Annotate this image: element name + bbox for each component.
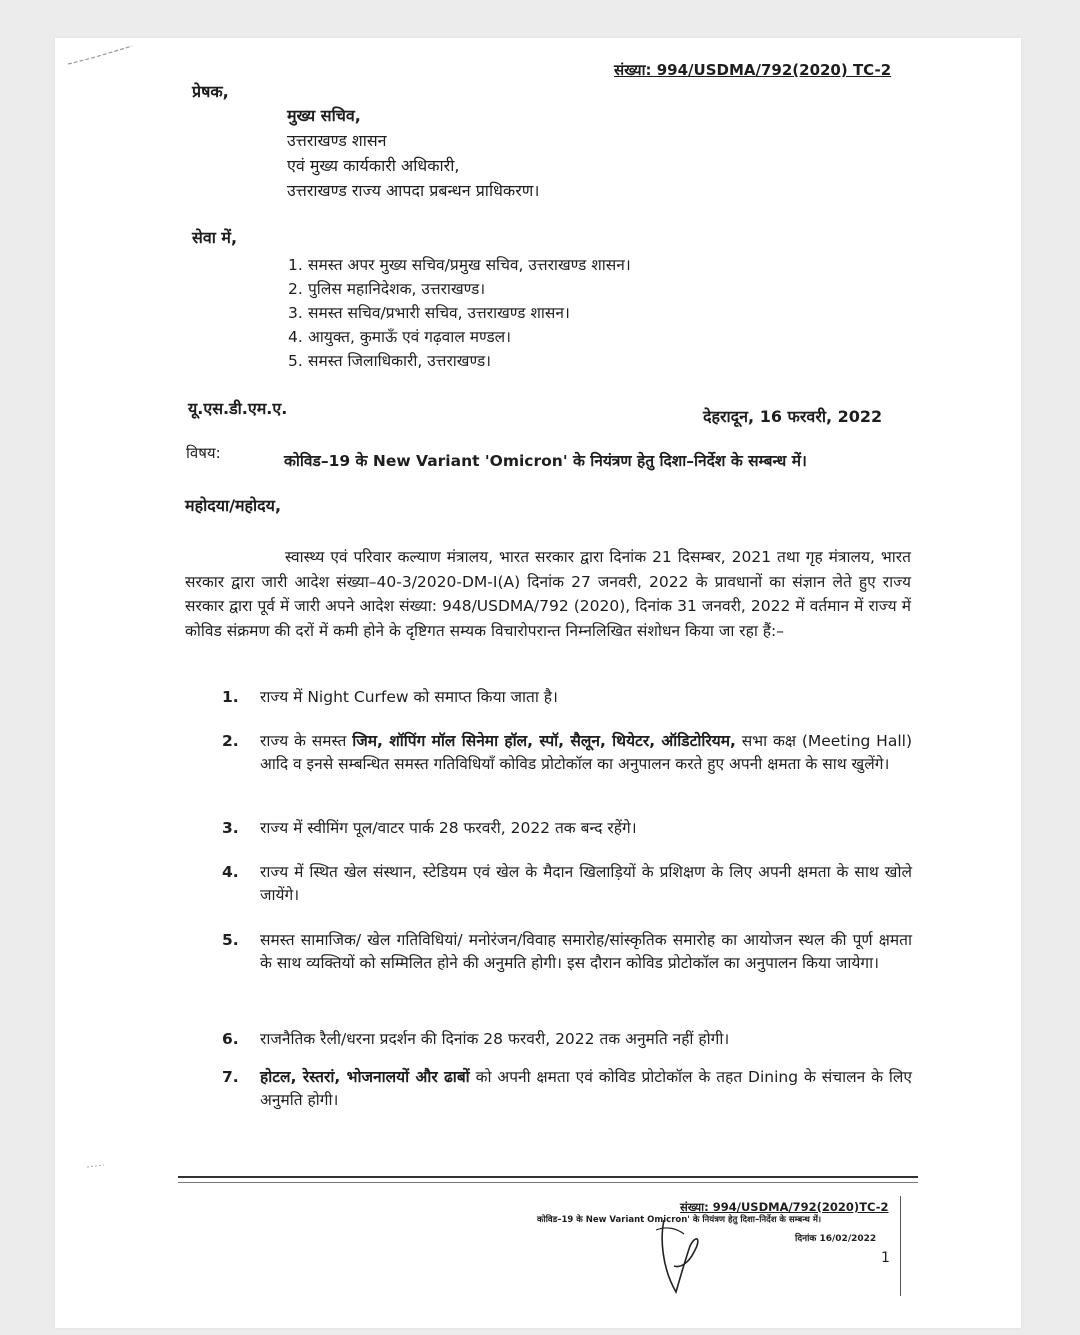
recipient-item: 5. समस्त जिलाधिकारी, उत्तराखण्ड। bbox=[288, 352, 492, 370]
recipient-item: 1. समस्त अपर मुख्य सचिव/प्रमुख सचिव, उत्तराखण्ड शासन। bbox=[288, 256, 631, 274]
stray-mark bbox=[86, 1162, 106, 1170]
footer-date: दिनांक 16/02/2022 bbox=[795, 1234, 877, 1244]
sender-label: प्रेषक, bbox=[192, 82, 229, 101]
footer-divider-thin bbox=[178, 1182, 918, 1183]
point-item: 5. समस्त सामाजिक/ खेल गतिविधियां/ मनोरंजन/विवाह समारोह/सांस्कृतिक समारोह का आयोजन स्थल की पूर्ण क्षमता के साथ व्यक्तियों को सम्मिलित होने की अनुमति होगी। इस दौरान कोविड प्रोटोकॉल का अनुपालन किया जायेगा। bbox=[222, 931, 912, 972]
footer-divider bbox=[178, 1176, 918, 1178]
footer-subject: कोविड–19 के New Variant Omicron' के नियंत्रण हेतु दिशा–निर्देश के सम्बन्ध में। bbox=[537, 1215, 822, 1225]
office-abbreviation: यू.एस.डी.एम.ए. bbox=[188, 399, 288, 418]
footer-reference: संख्या: 994/USDMA/792(2020)TC-2 bbox=[680, 1200, 889, 1214]
subject-label: विषय: bbox=[186, 444, 221, 462]
subject-text: कोविड–19 के New Variant 'Omicron' के नियंत्रण हेतु दिशा–निर्देश के सम्बन्ध में। bbox=[284, 452, 807, 470]
body-paragraph: स्वास्थ्य एवं परिवार कल्याण मंत्रालय, भारत सरकार द्वारा दिनांक 21 दिसम्बर, 2021 तथा गृह मंत्रालय, भारत सरकार द्वारा जारी आदेश संख्या–40-3/2020-DM-I(A) दिनांक 27 जनवरी, 2022 के प्रावधानों का संज्ञान लेते हुए राज्य सरकार द्वारा पूर्व में जारी अपने आदेश संख्या: 948/USDMA/792 (2020), दिनांक 31 जनवरी, 2022 में वर्तमान में राज्य में कोविड संक्रमण की दरों में कमी होने के दृष्टिगत सम्यक विचारोपरान्त निम्नलिखित संशोधन किया जा रहा हैं:– bbox=[185, 548, 911, 640]
point-item: 6. राजनैतिक रैली/धरना प्रदर्शन की दिनांक 28 फरवरी, 2022 तक अनुमति नहीं होगी। bbox=[222, 1030, 730, 1048]
footer-margin-line bbox=[900, 1196, 901, 1296]
letter-date: देहरादून, 16 फरवरी, 2022 bbox=[703, 407, 883, 426]
page-number: 1 bbox=[881, 1250, 890, 1266]
recipient-item: 4. आयुक्त, कुमाऊँ एवं गढ़वाल मण्डल। bbox=[288, 328, 512, 346]
point-item: 7. होटल, रेस्तरां, भोजनालयों और ढाबों को अपनी क्षमता एवं कोविड प्रोटोकॉल के तहत Dining के संचालन के लिए अनुमति होगी। bbox=[222, 1068, 912, 1109]
recipient-item: 3. समस्त सचिव/प्रभारी सचिव, उत्तराखण्ड शासन। bbox=[288, 304, 570, 322]
signature-mark bbox=[650, 1208, 710, 1298]
recipient-item: 2. पुलिस महानिदेशक, उत्तराखण्ड। bbox=[288, 280, 486, 298]
reference-number: संख्या: 994/USDMA/792(2020) TC-2 bbox=[614, 61, 892, 79]
point-item: 1. राज्य में Night Curfew को समाप्त किया जाता है। bbox=[222, 688, 558, 706]
pen-scribble-mark bbox=[66, 42, 136, 68]
point-item: 4. राज्य में स्थित खेल संस्थान, स्टेडियम एवं खेल के मैदान खिलाड़ियों के प्रशिक्षण के लिए अपनी क्षमता के साथ खोले जायेंगे। bbox=[222, 863, 912, 904]
salutation: महोदया/महोदय, bbox=[185, 496, 282, 515]
recipients-label: सेवा में, bbox=[192, 228, 238, 247]
sender-line: उत्तराखण्ड राज्य आपदा प्रबन्धन प्राधिकरण। bbox=[287, 181, 540, 200]
point-item: 3. राज्य में स्वीमिंग पूल/वाटर पार्क 28 फरवरी, 2022 तक बन्द रहेंगे। bbox=[222, 819, 637, 837]
sender-line: उत्तराखण्ड शासन bbox=[287, 131, 387, 150]
sender-line: मुख्य सचिव, bbox=[287, 106, 361, 125]
point-item: 2. राज्य के समस्त जिम, शॉपिंग मॉल सिनेमा हॉल, स्पॉ, सैलून, थियेटर, ऑडिटोरियम, सभा कक्ष (Meeting Hall) आदि व इनसे सम्बन्धित समस्त गतिविधियाँ कोविड प्रोटोकॉल का अनुपालन करते हुए अपनी क्षमता के साथ खुलेंगे। bbox=[222, 732, 912, 773]
sender-line: एवं मुख्य कार्यकारी अधिकारी, bbox=[287, 156, 460, 175]
